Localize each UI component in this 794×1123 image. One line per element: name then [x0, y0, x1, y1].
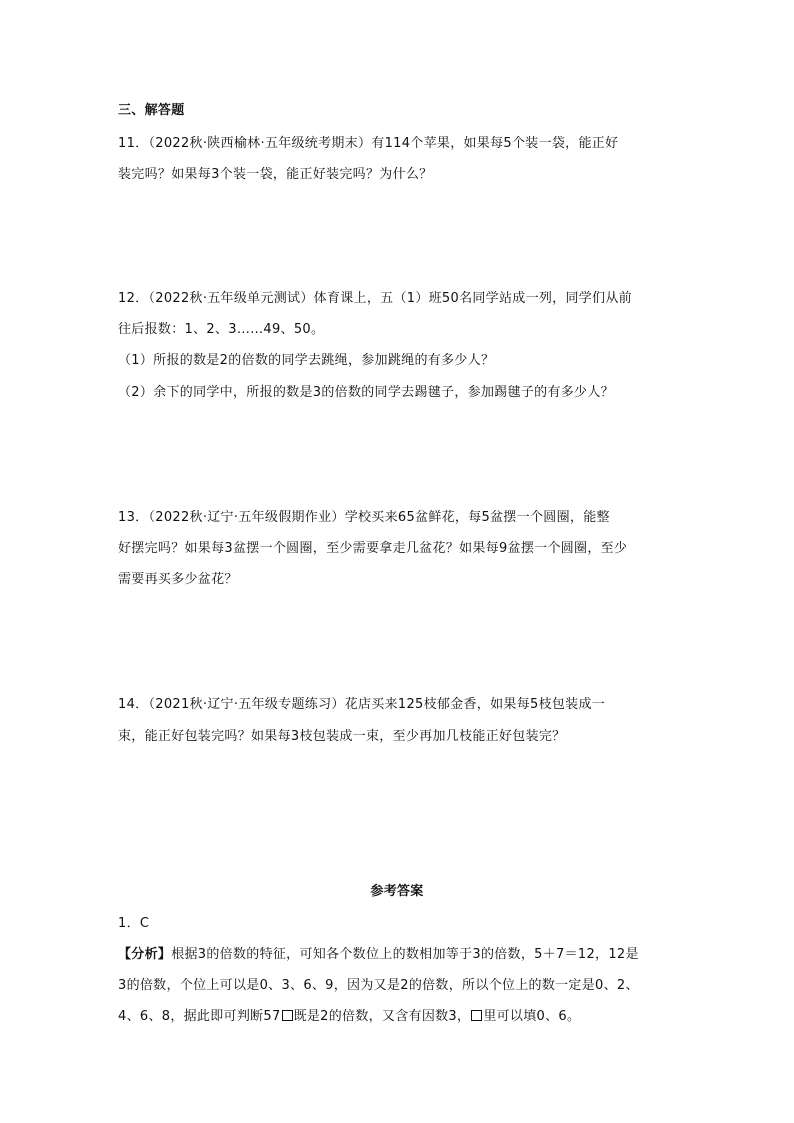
- analysis-text-1: 根据3的倍数的特征，可知各个数位上的数相加等于3的倍数，5＋7＝12，12是: [171, 947, 639, 962]
- question-12-line-2: 往后报数：1、2、3……49、50。: [118, 322, 325, 337]
- question-12-subquestion-2: （2）余下的同学中，所报的数是3的倍数的同学去踢毽子，参加踢毽子的有多少人？: [118, 385, 614, 400]
- section-title: 三、解答题: [118, 103, 185, 118]
- question-12-line-1: 12．（2022秋·五年级单元测试）体育课上，五（1）班50名同学站成一列，同学们从前: [118, 291, 632, 306]
- question-11-line-1: 11．（2022秋·陕西榆林·五年级统考期末）有114个苹果，如果每5个装一袋，能正好: [118, 136, 619, 151]
- question-13-line-1: 13．（2022秋·辽宁·五年级假期作业）学校买来65盆鲜花，每5盆摆一个圆圈，能整: [118, 510, 610, 525]
- analysis-line-2: 3的倍数，个位上可以是0、3、6、9，因为又是2的倍数，所以个位上的数一定是0、2、: [118, 978, 639, 993]
- analysis-line-1: [118, 946, 639, 964]
- question-12-subquestion-1: （1）所报的数是2的倍数的同学去跳绳，参加跳绳的有多少人？: [118, 353, 495, 368]
- question-13-line-2: 好摆完吗？如果每3盆摆一个圆圈，至少需要拿走几盆花？如果每9盆摆一个圆圈，至少: [118, 541, 628, 556]
- analysis-line-3: [118, 1008, 580, 1026]
- blank-box: [471, 1010, 482, 1021]
- question-11-line-2: 装完吗？如果每3个装一袋，能正好装完吗？为什么？: [118, 167, 433, 182]
- answer-1: 1．C: [118, 916, 150, 931]
- answers-title: 参考答案: [370, 884, 424, 899]
- analysis-tag: 【分析】: [118, 947, 172, 962]
- analysis-text-3c: 里可以填0、6。: [483, 1009, 581, 1024]
- question-14-line-1: 14．（2021秋·辽宁·五年级专题练习）花店买来125枝郁金香，如果每5枝包装成一: [118, 697, 606, 712]
- blank-box: [282, 1010, 293, 1021]
- question-13-line-3: 需要再买多少盆花？: [118, 572, 238, 587]
- question-14-line-2: 束，能正好包装完吗？如果每3枝包装成一束，至少再加几枝能正好包装完？: [118, 729, 566, 744]
- analysis-text-3a: 4、6、8，据此即可判断57: [118, 1009, 281, 1024]
- analysis-text-3b: 既是2的倍数，又含有因数3，: [293, 1009, 471, 1024]
